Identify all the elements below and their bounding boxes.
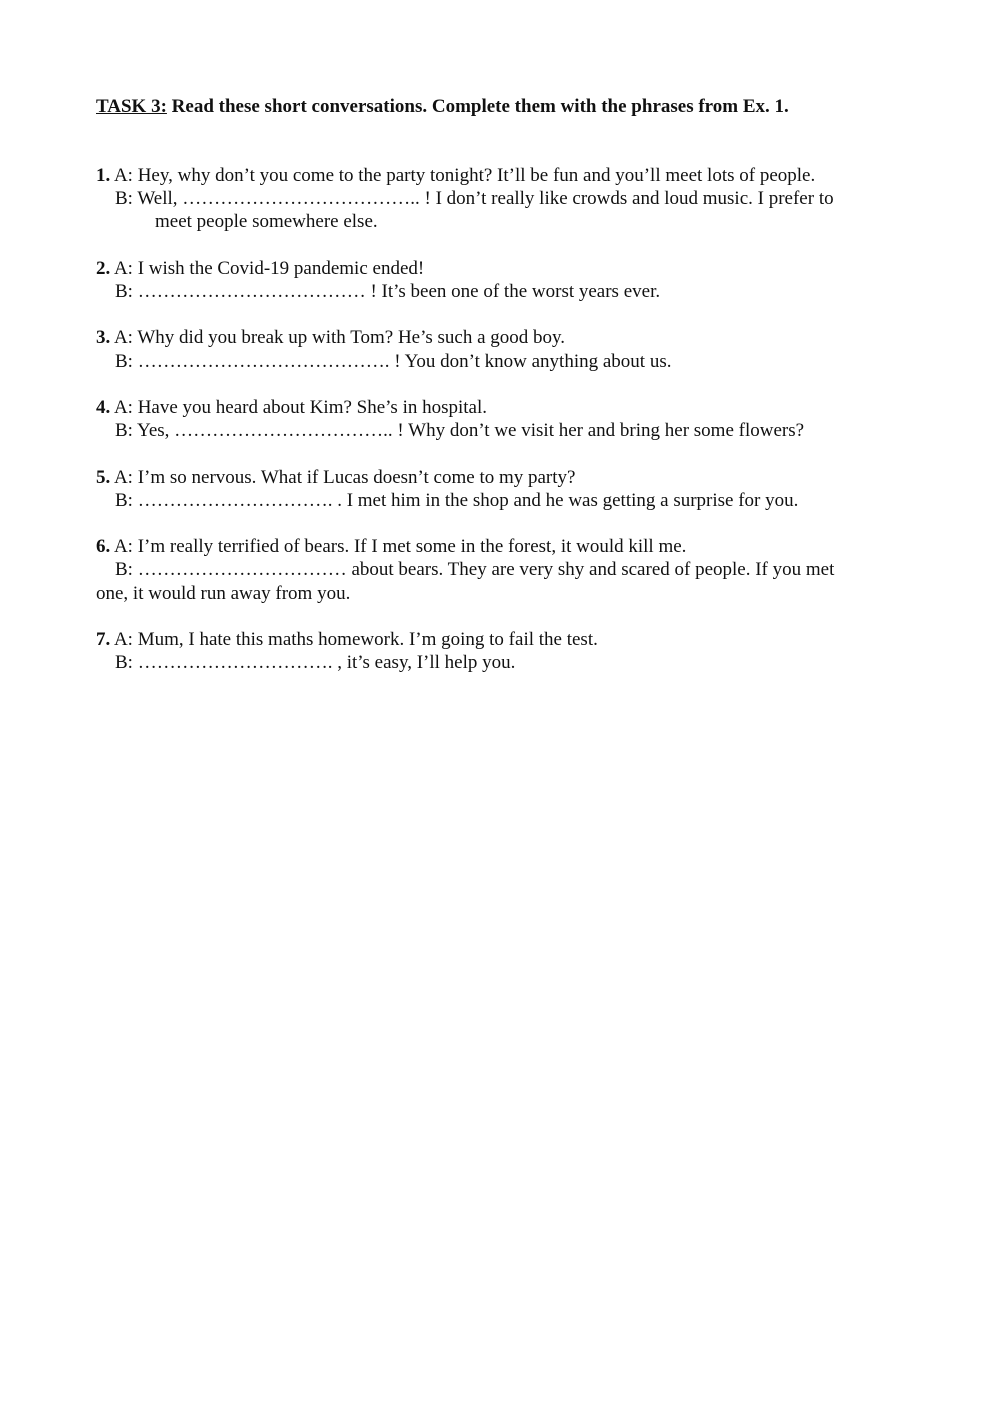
- speaker-b-continuation: one, it would run away from you.: [96, 582, 351, 604]
- exercise-item-7: [96, 628, 896, 674]
- item-number: 4.: [96, 396, 111, 418]
- speaker-b-prefix: B:: [115, 652, 138, 674]
- answer-blank[interactable]: ……………………………: [137, 559, 347, 581]
- line-a: [96, 396, 896, 419]
- exercise-item-5: [96, 466, 896, 512]
- speaker-b-prefix: B:: [115, 281, 138, 302]
- exercise-list: [96, 164, 896, 698]
- speaker-b-continuation: meet people somewhere else.: [155, 211, 378, 233]
- answer-blank[interactable]: ………………………………: [137, 281, 366, 302]
- line-b: [96, 651, 896, 674]
- speaker-b-text: , it’s easy, I’ll help you.: [332, 652, 516, 674]
- exercise-item-1: [96, 164, 896, 234]
- line-a: [96, 466, 896, 489]
- speaker-b-text: ! Why don’t we visit her and bring her some flowers?: [392, 420, 805, 442]
- speaker-b-text: . I met him in the shop and he was getting a surprise for you.: [332, 489, 799, 511]
- line-a: [96, 164, 896, 187]
- task-label: TASK 3:: [96, 96, 167, 117]
- speaker-b-prefix: B:: [115, 489, 138, 511]
- line-a: [96, 257, 896, 280]
- speaker-b-text: ! You don’t know anything about us.: [389, 350, 672, 372]
- line-b: [96, 558, 896, 581]
- exercise-item-4: [96, 396, 896, 442]
- answer-blank[interactable]: ………………………….: [137, 652, 333, 674]
- answer-blank[interactable]: ………………………….: [137, 489, 333, 511]
- speaker-a-text: A: I’m so nervous. What if Lucas doesn’t come to my party?: [110, 466, 576, 488]
- item-number: 7.: [96, 628, 111, 650]
- speaker-b-prefix: B:: [115, 350, 138, 372]
- exercise-item-6: [96, 535, 896, 605]
- line-a: [96, 326, 896, 349]
- speaker-a-text: A: Mum, I hate this maths homework. I’m going to fail the test.: [110, 628, 598, 650]
- line-a: [96, 628, 896, 651]
- speaker-a-text: A: Have you heard about Kim? She’s in hospital.: [110, 396, 488, 418]
- speaker-b-text: ! It’s been one of the worst years ever.: [365, 281, 661, 302]
- speaker-a-text: A: Hey, why don’t you come to the party tonight? It’ll be fun and you’ll meet lots of people.: [110, 165, 816, 186]
- item-number: 3.: [96, 327, 111, 349]
- answer-blank[interactable]: ………………………………….: [137, 350, 390, 372]
- line-b: [96, 419, 896, 442]
- speaker-b-text: about bears. They are very shy and scared of people. If you met: [346, 559, 835, 581]
- speaker-b-prefix: B: Well,: [115, 188, 183, 210]
- speaker-a-text: A: Why did you break up with Tom? He’s such a good boy.: [110, 327, 566, 349]
- item-number: 6.: [96, 536, 111, 558]
- speaker-b-text: ! I don’t really like crowds and loud music. I prefer to: [419, 188, 834, 210]
- speaker-b-prefix: B:: [115, 559, 138, 581]
- exercise-item-3: [96, 326, 896, 372]
- task-heading: [96, 95, 789, 119]
- answer-blank[interactable]: ………………………………..: [182, 188, 420, 210]
- item-number: 1.: [96, 165, 111, 186]
- item-number: 2.: [96, 257, 111, 279]
- answer-blank[interactable]: ……………………………..: [174, 420, 393, 442]
- line-b: [96, 280, 896, 303]
- line-b: [96, 187, 896, 210]
- exercise-item-2: [96, 257, 896, 303]
- speaker-a-text: A: I wish the Covid-19 pandemic ended!: [110, 257, 425, 279]
- line-b: [96, 489, 896, 512]
- speaker-a-text: A: I’m really terrified of bears. If I met some in the forest, it would kill me.: [110, 536, 687, 558]
- task-instructions: Read these short conversations. Complete them with the phrases from Ex. 1.: [166, 96, 789, 117]
- line-b: [96, 350, 896, 373]
- item-number: 5.: [96, 466, 111, 488]
- line-a: [96, 535, 896, 558]
- speaker-b-prefix: B: Yes,: [115, 420, 175, 442]
